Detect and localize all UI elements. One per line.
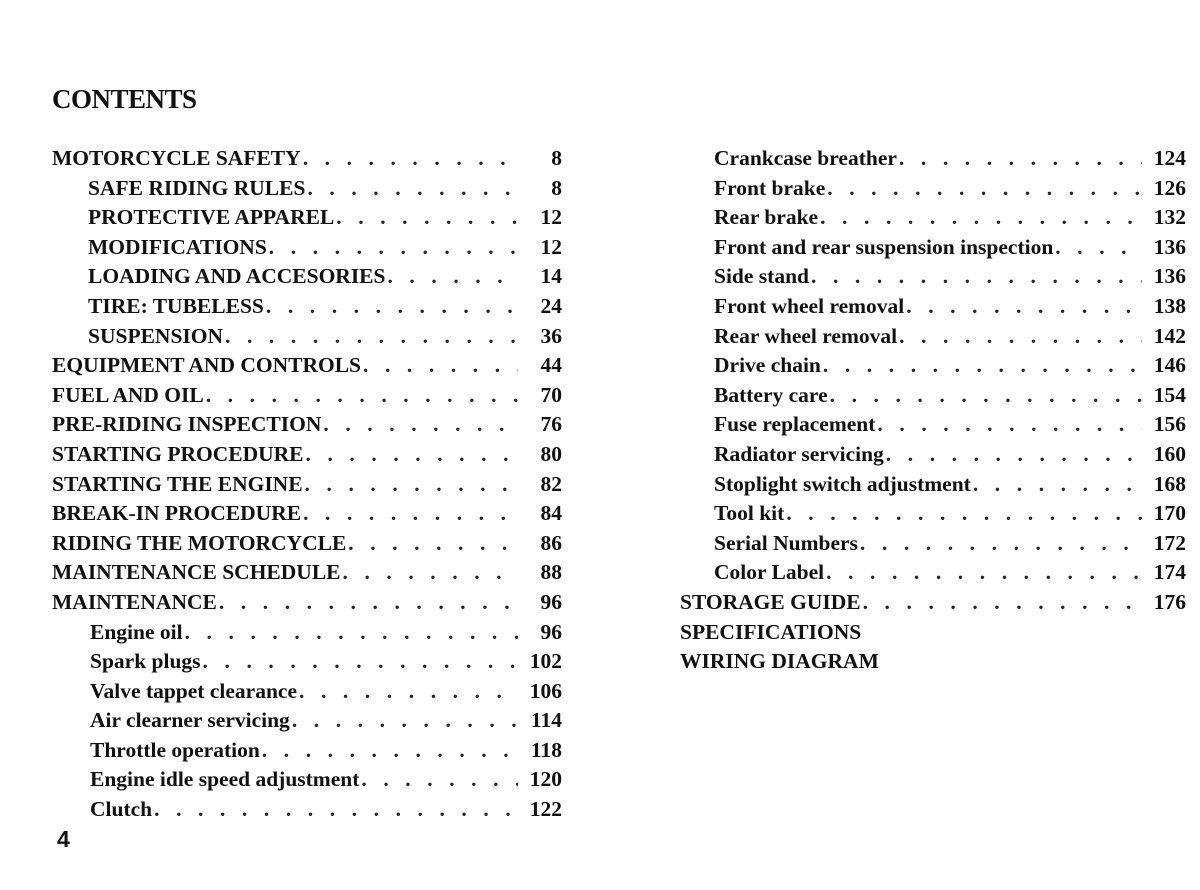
toc-entry-title: Radiator servicing	[714, 441, 884, 466]
toc-entry[interactable]	[52, 706, 562, 736]
toc-entry-title: Crankcase breather	[714, 146, 897, 170]
toc-dot-leader	[303, 499, 518, 529]
toc-entry[interactable]	[680, 174, 1186, 204]
toc-entry[interactable]	[52, 381, 562, 411]
toc-dot-leader	[225, 322, 518, 352]
toc-entry-title: STARTING THE ENGINE	[52, 471, 303, 496]
toc-entry-title: STARTING PROCEDURE	[52, 441, 304, 466]
page-number: 4	[57, 826, 70, 852]
toc-entry-title: EQUIPMENT AND CONTROLS	[52, 353, 362, 378]
toc-entry[interactable]	[52, 470, 562, 500]
toc-entry[interactable]	[52, 233, 562, 263]
toc-entry-page: 136	[1153, 264, 1186, 289]
toc-dot-leader	[292, 706, 518, 736]
toc-entry-page: 76	[540, 412, 562, 437]
toc-dot-leader	[973, 470, 1142, 500]
toc-entry-title: Front brake	[714, 175, 826, 200]
toc-entry-page: 82	[540, 471, 562, 496]
toc-entry-page: 154	[1153, 382, 1186, 407]
toc-entry-page: 160	[1153, 441, 1186, 466]
toc-entry[interactable]	[52, 351, 562, 381]
toc-entry-page: 84	[540, 501, 562, 526]
toc-dot-leader	[387, 262, 518, 292]
toc-entry-page: 156	[1153, 412, 1186, 437]
toc-entry[interactable]	[52, 618, 562, 648]
toc-dot-leader	[203, 647, 518, 677]
toc-entry-title: PRE-RIDING INSPECTION	[52, 412, 322, 437]
toc-entry-title: MODIFICATIONS	[88, 234, 267, 259]
toc-entry-page: 88	[540, 560, 562, 585]
toc-dot-leader	[823, 351, 1142, 381]
toc-entry[interactable]	[52, 292, 562, 322]
toc-dot-leader	[1055, 233, 1142, 263]
toc-entry-page: 14	[540, 264, 562, 289]
toc-entry-title: SPECIFICATIONS	[680, 619, 862, 644]
toc-entry-title: Fuse replacement	[714, 412, 876, 437]
toc-entry-title: RIDING THE MOTORCYCLE	[52, 530, 347, 555]
toc-entry[interactable]	[52, 558, 562, 588]
toc-entry[interactable]	[680, 558, 1186, 588]
toc-entry[interactable]	[52, 144, 562, 174]
toc-dot-leader	[303, 144, 518, 174]
toc-dot-leader	[306, 440, 518, 470]
toc-entry-title: Rear brake	[714, 205, 819, 230]
toc-entry-page: 8	[551, 146, 562, 170]
toc-entry-page: 168	[1153, 471, 1186, 496]
toc-entry-page: 12	[540, 234, 562, 259]
toc-entry-title: Rear wheel removal	[714, 323, 898, 348]
toc-entry-title: Spark plugs	[90, 649, 201, 674]
toc-entry-page: 12	[540, 205, 562, 230]
toc-entry-page: 170	[1153, 501, 1186, 526]
toc-entry[interactable]	[680, 529, 1186, 559]
toc-dot-leader	[343, 558, 519, 588]
toc-dot-leader	[262, 736, 518, 766]
toc-dot-leader	[266, 292, 518, 322]
toc-entry-page: 174	[1153, 560, 1186, 585]
toc-dot-leader	[307, 174, 518, 204]
toc-entry-page: 96	[540, 589, 562, 614]
toc-entry-title: Front and rear suspension inspection	[714, 234, 1054, 259]
page-title: CONTENTS	[52, 84, 197, 114]
toc-entry-title: Air clearner servicing	[90, 708, 290, 733]
toc-entry[interactable]	[680, 440, 1186, 470]
toc-entry-page: 172	[1153, 530, 1186, 555]
toc-entry-title: WIRING DIAGRAM	[680, 649, 879, 674]
toc-entry[interactable]	[52, 499, 562, 529]
toc-right-column	[680, 144, 1186, 677]
toc-dot-leader	[323, 410, 518, 440]
toc-entry[interactable]	[680, 499, 1186, 529]
toc-entry-page: 122	[529, 797, 562, 822]
toc-dot-leader	[336, 203, 518, 233]
toc-entry-title: Color Label	[714, 560, 825, 585]
toc-entry-title: Engine idle speed adjustment	[90, 767, 360, 792]
toc-entry[interactable]	[680, 292, 1186, 322]
toc-entry-title: Drive chain	[714, 353, 821, 378]
toc-entry-page: 118	[530, 737, 562, 762]
toc-dot-leader	[363, 351, 518, 381]
toc-entry-title: Clutch	[90, 797, 153, 822]
toc-dot-leader	[269, 233, 518, 263]
toc-entry[interactable]	[52, 262, 562, 292]
toc-dot-leader	[827, 174, 1142, 204]
toc-entry[interactable]	[680, 144, 1186, 174]
toc-dot-leader	[348, 529, 518, 559]
toc-dot-leader	[860, 529, 1142, 559]
toc-entry-title: Front wheel removal	[714, 293, 905, 318]
toc-dot-leader	[219, 588, 518, 618]
toc-entry-title: Stoplight switch adjustment	[714, 471, 971, 496]
toc-dot-leader	[826, 558, 1142, 588]
toc-left-column	[52, 144, 562, 825]
toc-entry[interactable]	[680, 351, 1186, 381]
toc-entry[interactable]	[52, 174, 562, 204]
toc-entry-page: 124	[1153, 146, 1186, 170]
toc-entry[interactable]	[680, 618, 1186, 648]
toc-entry[interactable]	[52, 440, 562, 470]
toc-entry-title: FUEL AND OIL	[52, 382, 204, 407]
toc-entry-page: 8	[551, 175, 562, 200]
toc-dot-leader	[899, 322, 1142, 352]
toc-entry[interactable]	[52, 647, 562, 677]
toc-dot-leader	[206, 381, 518, 411]
toc-entry[interactable]	[52, 529, 562, 559]
toc-dot-leader	[820, 203, 1142, 233]
toc-entry[interactable]	[680, 262, 1186, 292]
toc-entry-page: 138	[1153, 293, 1186, 318]
toc-entry-page: 132	[1153, 205, 1186, 230]
toc-entry[interactable]	[52, 410, 562, 440]
toc-entry-page: 44	[540, 353, 562, 378]
toc-entry[interactable]	[680, 322, 1186, 352]
toc-entry-page: 70	[540, 382, 562, 407]
toc-entry-page: 176	[1153, 589, 1186, 614]
toc-entry-page: 114	[530, 708, 562, 733]
toc-entry-page: 24	[540, 293, 562, 318]
toc-entry-page: 86	[540, 530, 562, 555]
toc-entry-page: 146	[1153, 353, 1186, 378]
toc-entry-title: Battery care	[714, 382, 828, 407]
toc-entry[interactable]	[52, 765, 562, 795]
toc-dot-leader	[305, 470, 518, 500]
toc-entry[interactable]	[52, 736, 562, 766]
toc-entry-title: BREAK-IN PROCEDURE	[52, 501, 302, 526]
toc-dot-leader	[830, 381, 1142, 411]
toc-entry-title: Side stand	[714, 264, 809, 289]
toc-entry-page: 102	[529, 649, 562, 674]
toc-entry[interactable]	[680, 203, 1186, 233]
toc-entry-title: SUSPENSION	[88, 323, 224, 348]
toc-entry-page: 136	[1153, 234, 1186, 259]
toc-dot-leader	[185, 618, 518, 648]
toc-entry-title: Serial Numbers	[714, 530, 858, 555]
toc-entry[interactable]	[680, 410, 1186, 440]
toc-dot-leader	[154, 795, 518, 825]
toc-dot-leader	[811, 262, 1142, 292]
toc-dot-leader	[877, 410, 1142, 440]
toc-dot-leader	[906, 292, 1142, 322]
toc-dot-leader	[299, 677, 518, 707]
toc-entry-page: 96	[540, 619, 562, 644]
toc-dot-leader	[361, 765, 518, 795]
toc-entry[interactable]	[680, 647, 1186, 677]
toc-entry-title: TIRE: TUBELESS	[88, 293, 264, 318]
toc-entry-page: 36	[540, 323, 562, 348]
toc-entry-title: LOADING AND ACCESORIES	[88, 264, 386, 289]
toc-entry[interactable]	[52, 795, 562, 825]
toc-entry[interactable]	[680, 233, 1186, 263]
toc-entry-title: MAINTENANCE	[52, 589, 217, 614]
toc-entry-title: Engine oil	[90, 619, 183, 644]
toc-entry[interactable]	[52, 588, 562, 618]
toc-entry-page: 106	[529, 678, 562, 703]
toc-entry-title: Throttle operation	[90, 737, 260, 762]
toc-entry[interactable]	[52, 203, 562, 233]
toc-entry[interactable]	[680, 381, 1186, 411]
toc-entry[interactable]	[52, 677, 562, 707]
toc-entry-title: Valve tappet clearance	[90, 678, 297, 703]
toc-dot-leader	[786, 499, 1142, 529]
toc-entry[interactable]	[680, 588, 1186, 618]
toc-dot-leader	[899, 144, 1142, 174]
toc-entry-page: 126	[1153, 175, 1186, 200]
toc-entry-title: MAINTENANCE SCHEDULE	[52, 560, 341, 585]
toc-entry-page: 120	[529, 767, 562, 792]
toc-entry-title: MOTORCYCLE SAFETY	[52, 146, 301, 170]
toc-entry[interactable]	[680, 470, 1186, 500]
toc-entry-page: 142	[1153, 323, 1186, 348]
toc-entry[interactable]	[52, 322, 562, 352]
toc-entry-page: 80	[540, 441, 562, 466]
toc-entry-title: SAFE RIDING RULES	[88, 175, 306, 200]
toc-dot-leader	[886, 440, 1142, 470]
toc-entry-title: Tool kit	[714, 501, 785, 526]
toc-entry-title: STORAGE GUIDE	[680, 589, 861, 614]
toc-entry-title: PROTECTIVE APPAREL	[88, 205, 335, 230]
toc-dot-leader	[863, 588, 1142, 618]
